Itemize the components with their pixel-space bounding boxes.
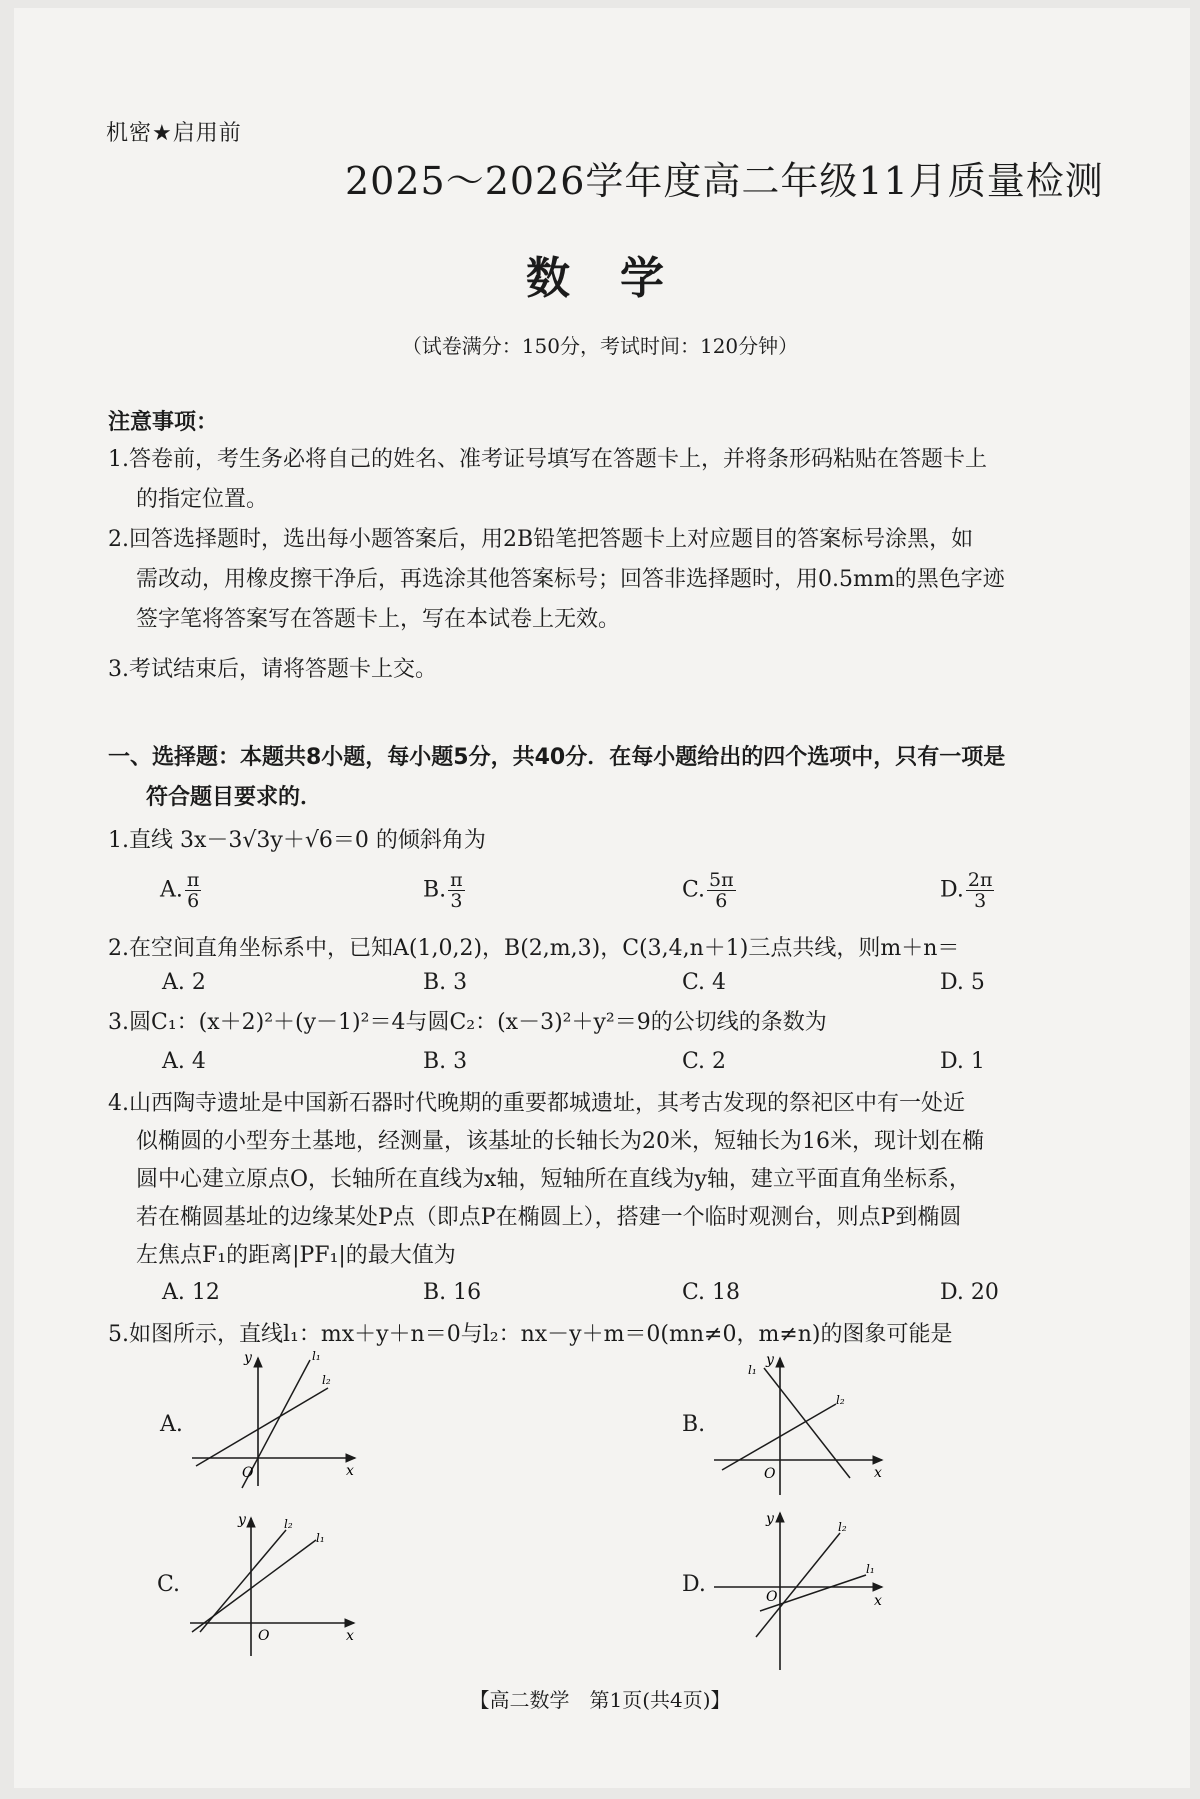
fraction: $\frac{\pi}{6}$: [186, 869, 200, 912]
notice-item-1-line2: 的指定位置。: [136, 487, 269, 512]
q4-line3: 圆中心建立原点O，长轴所在直线为x轴，短轴所在直线为y轴，建立平面直角坐标系，: [136, 1167, 971, 1192]
q5-option-b-label: B.: [682, 1412, 706, 1437]
question-5-stem: 5.如图所示，直线l₁：mx＋y＋n＝0与l₂：nx－y＋m＝0(mn≠0，m≠n)的图象可能是: [108, 1322, 953, 1347]
line-l2: [196, 1388, 328, 1466]
q4-line4: 若在椭圆基址的边缘某处P点（即点P在椭圆上），搭建一个临时观测台，则点P到椭圆: [136, 1205, 962, 1230]
notice-item-2-line2: 需改动，用橡皮擦干净后，再选涂其他答案标号；回答非选择题时，用0.5mm的黑色字迹: [136, 567, 1005, 592]
fraction: $\frac{\pi}{3}$: [450, 869, 463, 912]
l2-label: l₂: [838, 1520, 847, 1534]
l1-label: l₁: [748, 1363, 757, 1377]
y-axis-label: y: [238, 1512, 246, 1528]
q4-line1: 4.山西陶寺遗址是中国新石器时代晚期的重要都城遗址，其考古发现的祭祀区中有一处近: [108, 1091, 965, 1116]
origin-label: O: [242, 1465, 254, 1481]
l1-label: l₁: [866, 1562, 875, 1576]
notice-item-2-line1: 2.回答选择题时，选出每小题答案后，用2B铅笔把答题卡上对应题目的答案标号涂黑，如: [108, 527, 974, 552]
question-3-stem: 3.圆C₁：(x＋2)²＋(y－1)²＝4与圆C₂：(x－3)²＋y²＝9的公切线的条数为: [108, 1010, 827, 1035]
notice-heading: 注意事项：: [108, 410, 219, 435]
section-1-heading: [108, 738, 1128, 818]
subject-title: 数学: [526, 253, 714, 304]
page-footer: 【高二数学 第1页(共4页)】: [469, 1688, 731, 1712]
section-1-line1: 一、选择题：本题共8小题，每小题5分，共40分．在每小题给出的四个选项中，只有一项是: [108, 745, 1006, 770]
l1-label: l₁: [312, 1350, 321, 1363]
origin-label: O: [258, 1628, 270, 1644]
x-axis-label: x: [874, 1465, 882, 1481]
notice-item-1: [108, 440, 1128, 520]
q2-option-d: D. 5: [940, 970, 985, 995]
fraction: $\frac{2\pi}{3}$: [967, 869, 993, 912]
y-axis-label: y: [766, 1352, 774, 1368]
q5-option-d-label: D.: [682, 1572, 706, 1597]
y-axis-label: y: [766, 1511, 774, 1527]
q2-option-b: B. 3: [423, 970, 468, 995]
q1-option-c: C. $\frac{5\pi}{6}$: [682, 869, 734, 912]
q3-option-a: A. 4: [162, 1049, 206, 1074]
graph-b: [710, 1350, 890, 1500]
l2-label: l₂: [284, 1517, 293, 1531]
q3-option-d: D. 1: [940, 1049, 985, 1074]
question-4-stem: [108, 1085, 1128, 1275]
origin-label: O: [764, 1466, 776, 1482]
line-l1: [192, 1540, 316, 1632]
graph-d: [710, 1505, 890, 1675]
q1-option-d: D. $\frac{2\pi}{3}$: [940, 869, 993, 912]
origin-label: O: [766, 1589, 778, 1605]
notice-item-2-line3: 签字笔将答案写在答题卡上，写在本试卷上无效。: [136, 607, 621, 632]
q3-option-b: B. 3: [423, 1049, 468, 1074]
q5-option-a-label: A.: [160, 1412, 183, 1437]
section-1-line2: 符合题目要求的．: [146, 785, 323, 810]
q4-line5: 左焦点F₁的距离|PF₁|的最大值为: [136, 1243, 456, 1268]
confidential-label: 机密★启用前: [106, 121, 242, 146]
l2-label: l₂: [836, 1393, 845, 1407]
l1-label: l₁: [316, 1531, 325, 1545]
graph-a: [190, 1350, 370, 1490]
q4-option-b: B. 16: [423, 1280, 482, 1305]
notice-item-2: [108, 520, 1128, 640]
exam-title: 2025～2026学年度高二年级11月质量检测: [345, 159, 1104, 203]
q4-option-c: C. 18: [682, 1280, 741, 1305]
question-2-stem: 2.在空间直角坐标系中，已知A(1,0,2)，B(2,m,3)，C(3,4,n＋1)三点共线，则m＋n＝: [108, 936, 960, 961]
y-axis-label: y: [244, 1350, 252, 1366]
q2-option-a: A. 2: [162, 970, 206, 995]
graph-c: [186, 1510, 366, 1660]
x-axis-label: x: [874, 1593, 882, 1609]
x-axis-label: x: [346, 1463, 354, 1479]
notice-item-3: 3.考试结束后，请将答题卡上交。: [108, 657, 437, 682]
notice-item-1-line1: 1.答卷前，考生务必将自己的姓名、准考证号填写在答题卡上，并将条形码粘贴在答题卡上: [108, 447, 987, 472]
q1-option-b: B. $\frac{\pi}{3}$: [423, 869, 463, 912]
line-l1: [764, 1368, 850, 1478]
line-l2: [756, 1533, 840, 1637]
l2-label: l₂: [322, 1373, 331, 1387]
q4-option-a: A. 12: [162, 1280, 220, 1305]
q5-option-c-label: C.: [157, 1572, 181, 1597]
q3-option-c: C. 2: [682, 1049, 727, 1074]
q2-option-c: C. 4: [682, 970, 727, 995]
fraction: $\frac{5\pi}{6}$: [709, 869, 734, 912]
q4-option-d: D. 20: [940, 1280, 999, 1305]
question-1-stem: 1.直线 3x－3√3y＋√6＝0 的倾斜角为: [108, 828, 486, 853]
q4-line2: 似椭圆的小型夯土基地，经测量，该基址的长轴长为20米，短轴长为16米，现计划在椭: [136, 1129, 984, 1154]
score-info: （试卷满分：150分，考试时间：120分钟）: [401, 334, 799, 358]
q1-option-a: A. $\frac{\pi}{6}$: [160, 869, 200, 912]
x-axis-label: x: [346, 1628, 354, 1644]
